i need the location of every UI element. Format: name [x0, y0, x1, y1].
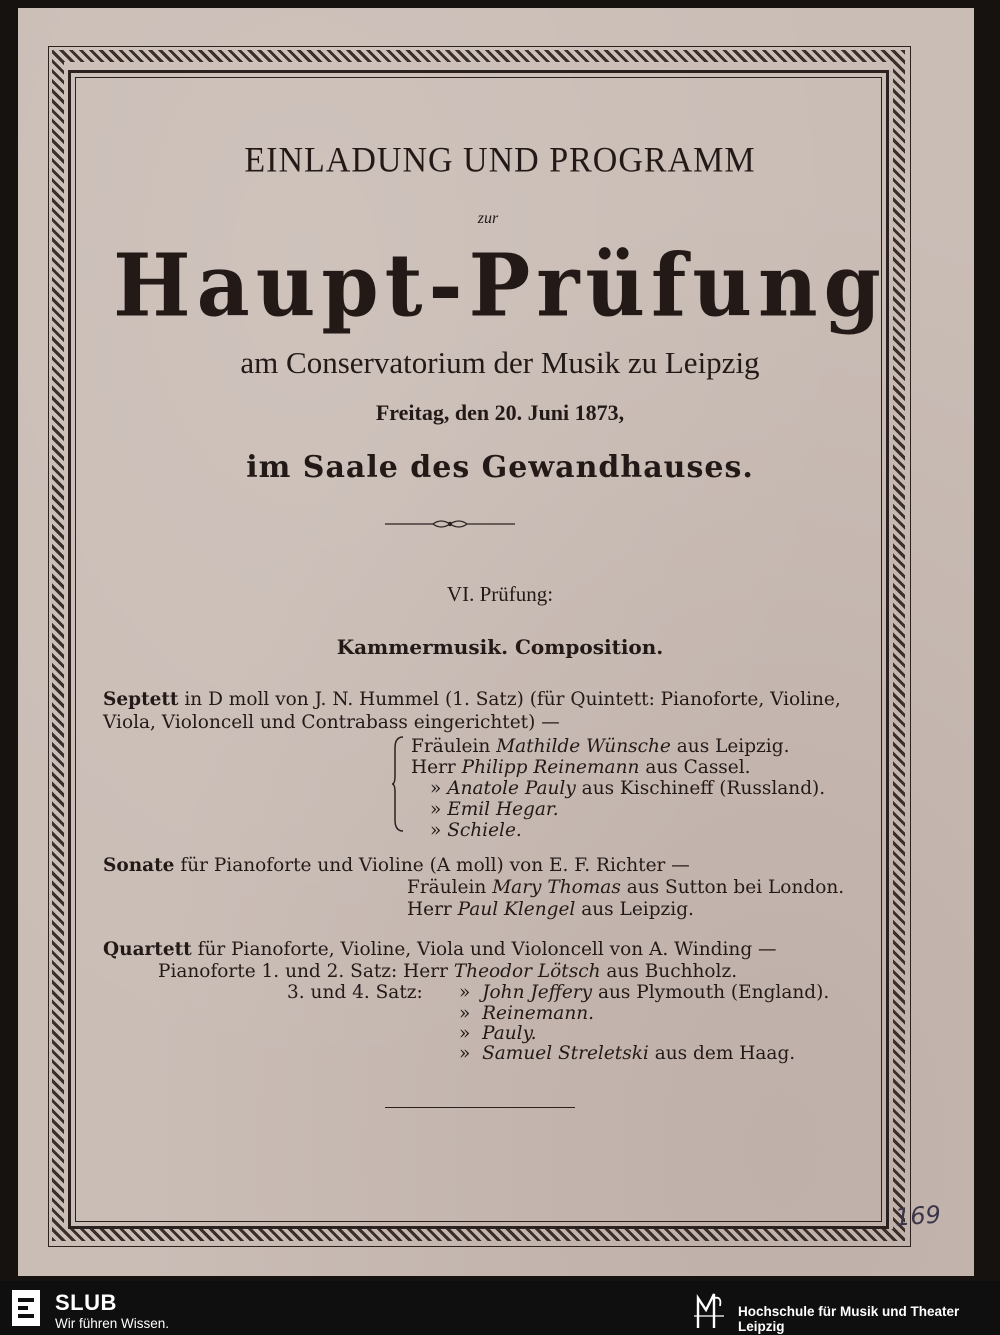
sonate-entry: [103, 855, 690, 876]
quartett-title: Quartett: [103, 939, 192, 960]
quartett-description: für Pianoforte, Violine, Viola und Violoncell von A. Winding —: [197, 939, 777, 960]
septett-entry: [103, 689, 841, 710]
septett-title: Septett: [103, 689, 179, 710]
category-heading: Kammermusik. Composition.: [336, 635, 664, 659]
quartett-performer: » Pauly.: [459, 1023, 537, 1044]
slub-tagline: Wir führen Wissen.: [55, 1316, 170, 1331]
septett-performer: » Anatole Pauly aus Kischineff (Russland).: [430, 778, 826, 799]
quartett-pianist: Pianoforte 1. und 2. Satz: Herr Theodor Lötsch aus Buchholz.: [158, 961, 738, 982]
heading-einladung: EINLADUNG UND PROGRAMM: [244, 141, 756, 180]
septett-performer: Herr Philipp Reinemann aus Cassel.: [411, 757, 751, 778]
septett-performer: Fräulein Mathilde Wünsche aus Leipzig.: [411, 736, 790, 757]
septett-description-2: Viola, Violoncell und Contrabass eingerichtet) —: [103, 712, 560, 733]
quartett-performer: » John Jeffery aus Plymouth (England).: [459, 982, 830, 1003]
title-haupt-pruefung: Haupt-Prüfung: [113, 235, 887, 337]
septett-performer: » Emil Hegar.: [430, 799, 559, 820]
slub-logo-icon[interactable]: [12, 1290, 40, 1326]
heading-zur: zur: [477, 210, 499, 227]
closing-rule: [385, 1107, 575, 1108]
sonate-performer: Herr Paul Klengel aus Leipzig.: [407, 899, 694, 920]
sonate-performer: Fräulein Mary Thomas aus Sutton bei London.: [407, 877, 845, 898]
quartett-movements-label: 3. und 4. Satz:: [287, 982, 423, 1003]
institution-line: am Conservatorium der Musik zu Leipzig: [240, 345, 760, 380]
slub-name[interactable]: SLUB: [55, 1290, 117, 1315]
exam-number: VI. Prüfung:: [446, 582, 554, 606]
brace-mark: [392, 736, 404, 832]
septett-description: in D moll von J. N. Hummel (1. Satz) (für Quintett: Pianoforte, Violine,: [184, 689, 841, 710]
venue-line: im Saale des Gewandhauses.: [246, 450, 754, 485]
handwritten-folio-number: 169: [894, 1200, 942, 1232]
date-line: Freitag, den 20. Juni 1873,: [375, 400, 625, 425]
sonate-description: für Pianoforte und Violine (A moll) von E. F. Richter —: [180, 855, 690, 876]
ornament-divider: [385, 517, 515, 531]
quartett-entry: [103, 939, 777, 960]
hmt-institution-name[interactable]: Hochschule für Musik und Theater Leipzig: [738, 1304, 960, 1334]
quartett-performer: » Reinemann.: [459, 1003, 595, 1024]
septett-performer: » Schiele.: [430, 820, 522, 841]
quartett-performer: » Samuel Streletski aus dem Haag.: [459, 1043, 796, 1064]
hmt-logo-icon[interactable]: [692, 1288, 726, 1334]
sonate-title: Sonate: [103, 855, 175, 876]
